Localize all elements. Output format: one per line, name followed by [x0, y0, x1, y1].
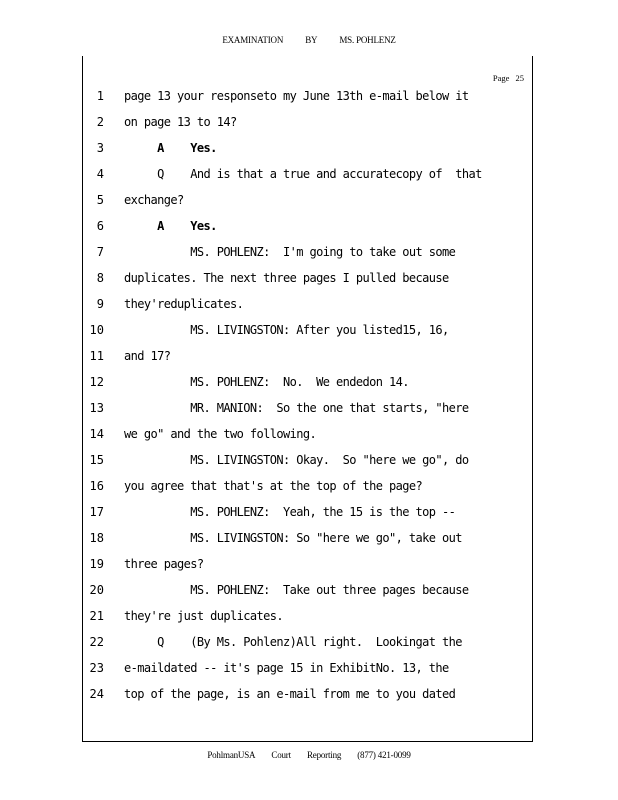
line-number: 10 — [89, 323, 104, 337]
line-number: 5 — [96, 193, 104, 207]
line-number: 19 — [89, 557, 104, 571]
transcript-line — [0, 297, 618, 323]
page-number — [489, 73, 524, 83]
transcript-line — [0, 349, 618, 375]
line-text: they're just duplicates. — [124, 609, 283, 623]
transcript-line — [0, 219, 618, 245]
transcript-line — [0, 141, 618, 167]
line-text: MS. POHLENZ: No. We endedon 14. — [124, 375, 409, 389]
line-number: 21 — [89, 609, 104, 623]
transcript-line — [0, 609, 618, 635]
line-number: 24 — [89, 687, 104, 701]
line-text: MS. LIVINGSTON: After you listed15, 16, — [124, 323, 449, 337]
page-label: Page — [492, 73, 510, 83]
line-text: MS. POHLENZ: Take out three pages because — [124, 583, 469, 597]
line-number: 20 — [89, 583, 104, 597]
line-number: 6 — [96, 219, 104, 233]
line-text: we go" and the two following. — [124, 427, 317, 441]
transcript-line — [0, 323, 618, 349]
footer-phone: (877) 421-0099 — [357, 750, 411, 760]
line-number: 8 — [96, 271, 104, 285]
line-text: three pages? — [124, 557, 204, 571]
line-number: 17 — [89, 505, 104, 519]
transcript-line — [0, 115, 618, 141]
line-text: MR. MANION: So the one that starts, "here — [124, 401, 469, 415]
page-header — [0, 35, 618, 45]
transcript-line — [0, 505, 618, 531]
transcript-line — [0, 583, 618, 609]
header-examiner: MS. POHLENZ — [339, 35, 396, 45]
line-number: 3 — [96, 141, 104, 155]
line-text: and 17? — [124, 349, 171, 363]
transcript-line — [0, 427, 618, 453]
line-text: on page 13 to 14? — [124, 115, 237, 129]
line-number: 18 — [89, 531, 104, 545]
transcript-line — [0, 687, 618, 713]
line-number: 15 — [89, 453, 104, 467]
footer-service-reporting: Reporting — [306, 750, 342, 760]
line-text: A Yes. — [124, 141, 217, 155]
line-number: 16 — [89, 479, 104, 493]
line-number: 7 — [96, 245, 104, 259]
line-text: Q And is that a true and accuratecopy of that — [124, 167, 482, 181]
footer-company: PohlmanUSA — [207, 750, 256, 760]
line-text: exchange? — [124, 193, 184, 207]
transcript-line — [0, 271, 618, 297]
line-number: 1 — [96, 89, 104, 103]
page-footer — [0, 750, 618, 760]
header-title: EXAMINATION — [222, 35, 284, 45]
line-text: top of the page, is an e-mail from me to you dated — [124, 687, 456, 701]
line-number: 22 — [89, 635, 104, 649]
line-number: 4 — [96, 167, 104, 181]
line-text: e-maildated -- it's page 15 in ExhibitNo. 13, the — [124, 661, 449, 675]
transcript-line — [0, 375, 618, 401]
line-text: page 13 your responseto my June 13th e-mail below it — [124, 89, 469, 103]
transcript-line — [0, 531, 618, 557]
line-number: 2 — [96, 115, 104, 129]
line-text: MS. LIVINGSTON: Okay. So "here we go", do — [124, 453, 469, 467]
header-by: BY — [305, 35, 318, 45]
transcript-line — [0, 401, 618, 427]
line-text: MS. POHLENZ: I'm going to take out some — [124, 245, 456, 259]
line-text: duplicates. The next three pages I pulled because — [124, 271, 449, 285]
transcript-line — [0, 661, 618, 687]
transcript-line — [0, 167, 618, 193]
line-text: Q (By Ms. Pohlenz)All right. Lookingat the — [124, 635, 462, 649]
transcript-line — [0, 245, 618, 271]
transcript-line — [0, 479, 618, 505]
transcript-line — [0, 635, 618, 661]
line-number: 23 — [89, 661, 104, 675]
line-text: they'reduplicates. — [124, 297, 244, 311]
transcript-line — [0, 453, 618, 479]
footer-service-court: Court — [271, 750, 291, 760]
line-text: MS. POHLENZ: Yeah, the 15 is the top -- — [124, 505, 456, 519]
transcript-line — [0, 557, 618, 583]
transcript-line — [0, 89, 618, 115]
page-number-value: 25 — [515, 73, 524, 83]
transcript-line — [0, 193, 618, 219]
line-number: 14 — [89, 427, 104, 441]
line-text: you agree that that's at the top of the page? — [124, 479, 423, 493]
line-number: 12 — [89, 375, 104, 389]
line-number: 9 — [96, 297, 104, 311]
line-text: MS. LIVINGSTON: So "here we go", take out — [124, 531, 462, 545]
line-number: 13 — [89, 401, 104, 415]
line-number: 11 — [89, 349, 104, 363]
line-text: A Yes. — [124, 219, 217, 233]
